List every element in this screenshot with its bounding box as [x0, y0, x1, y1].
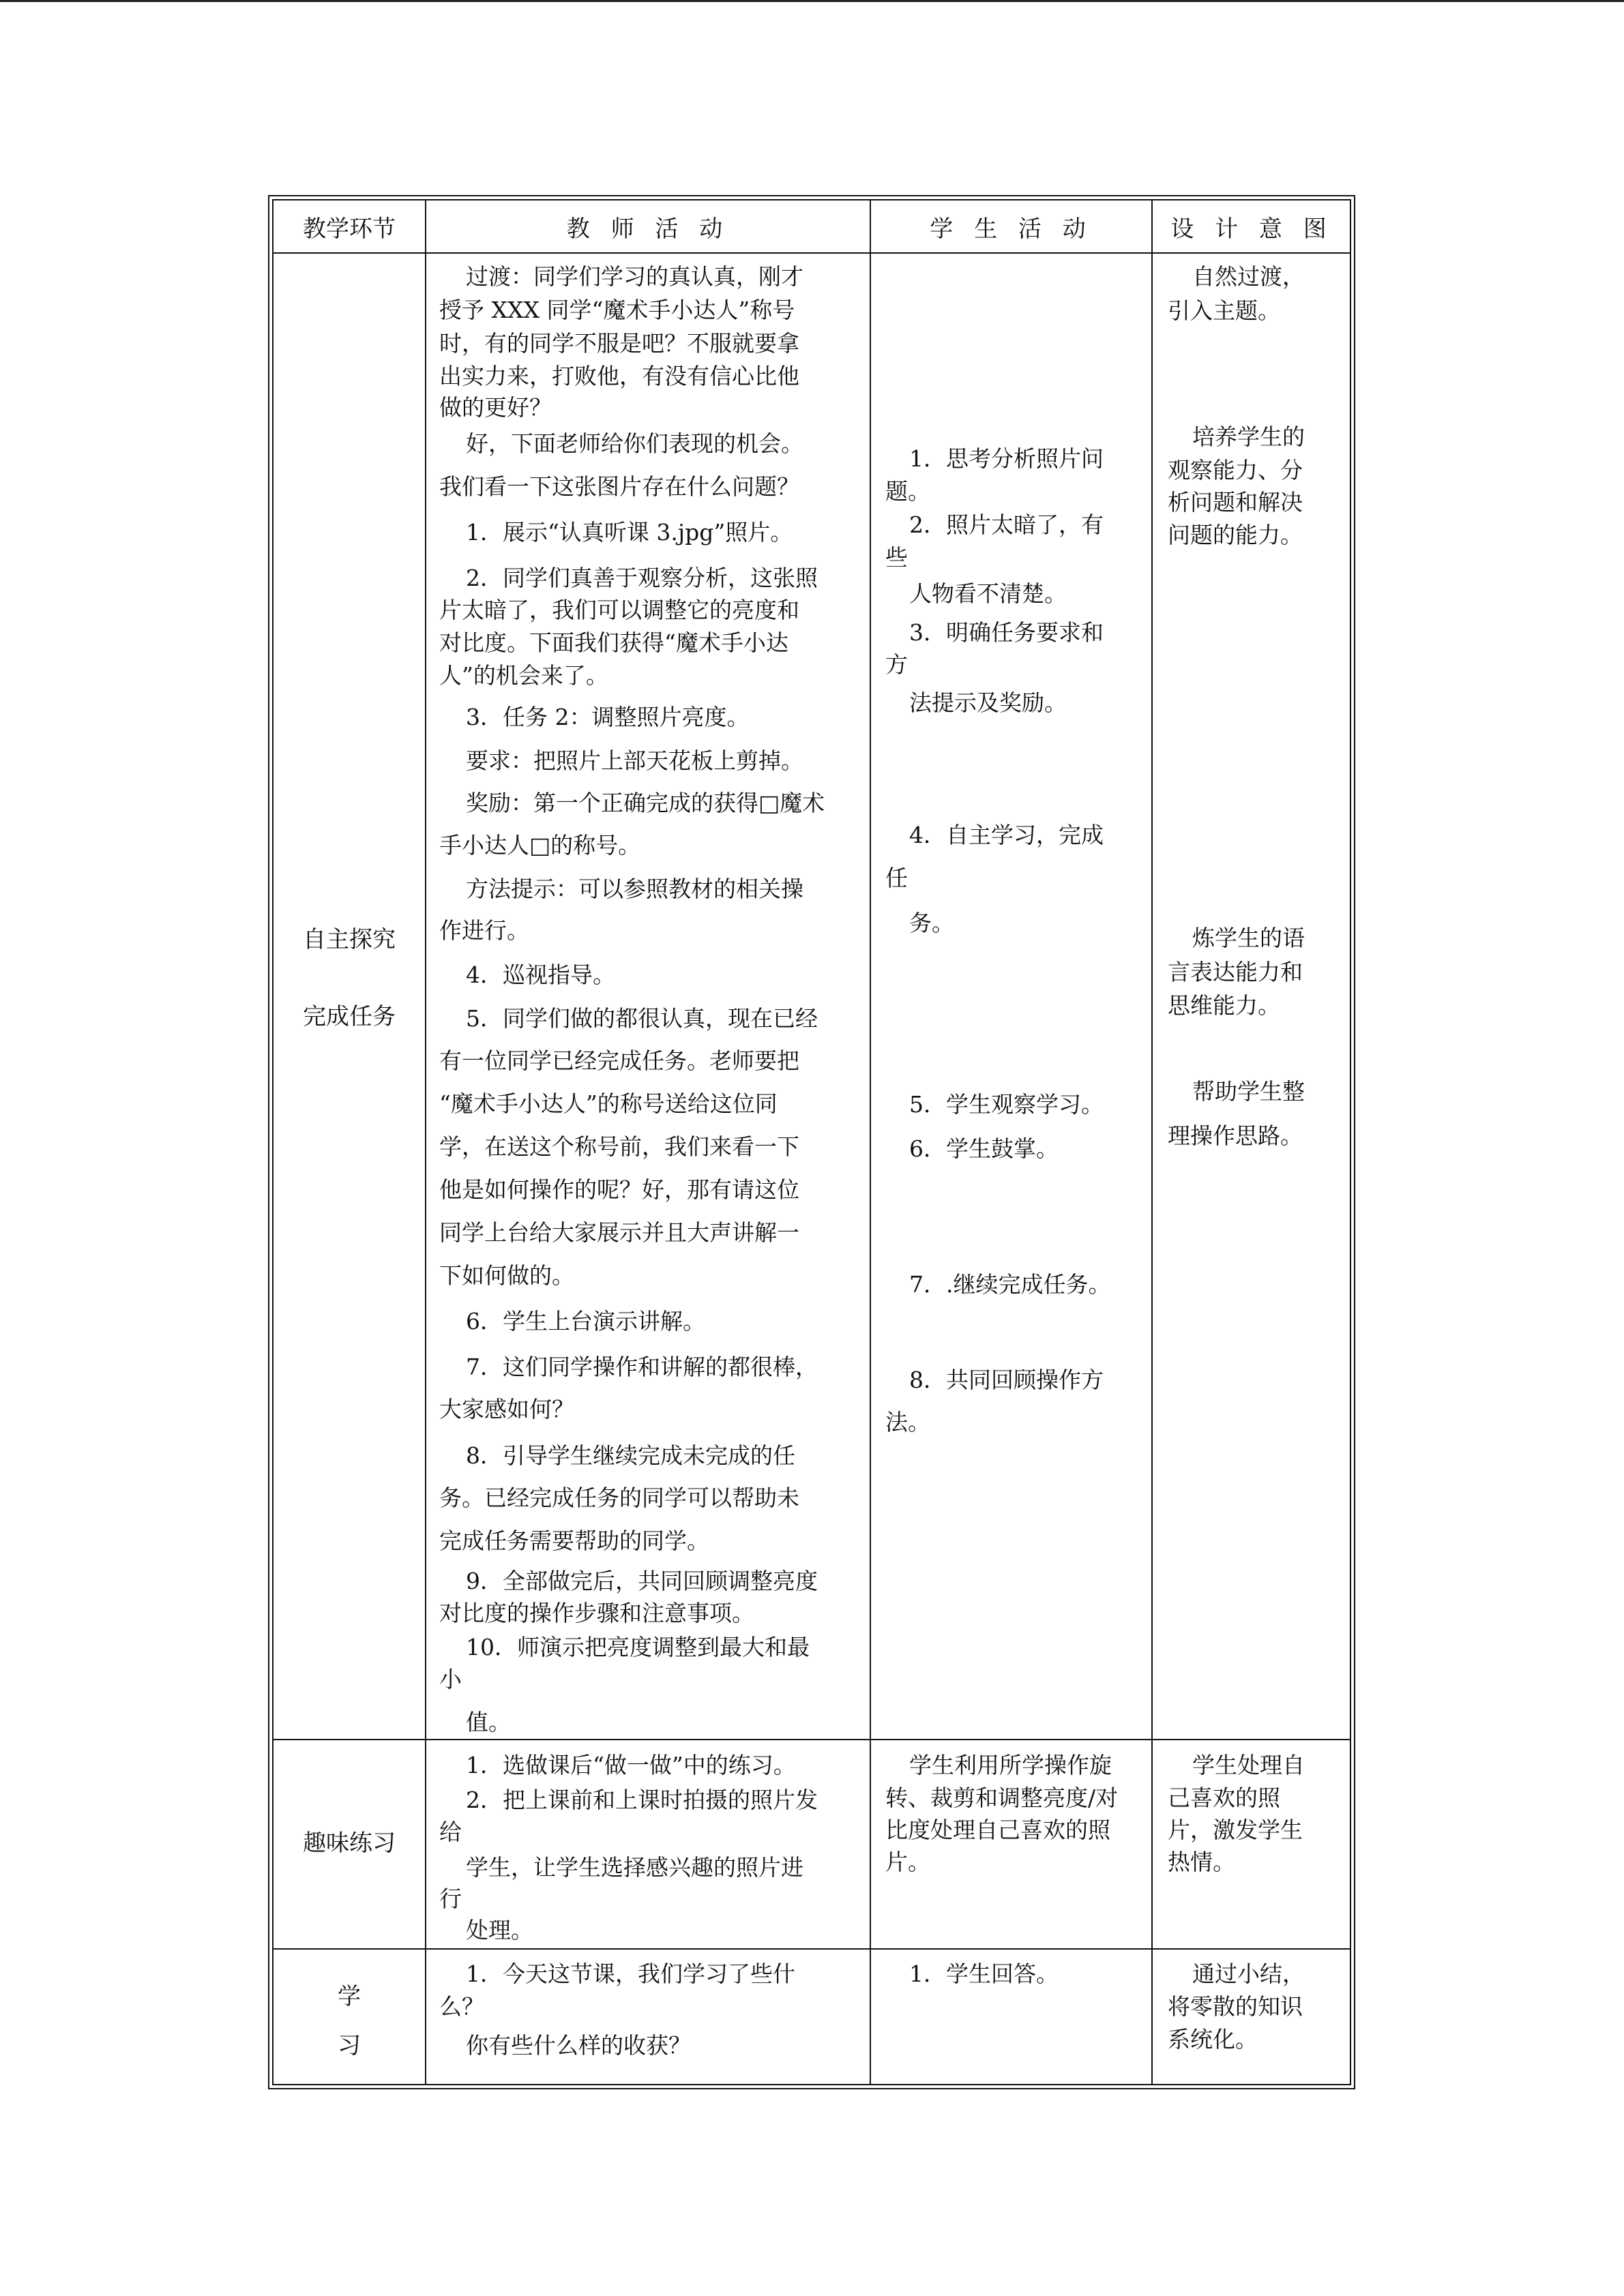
student-line: 法提示及奖励。 — [909, 689, 1067, 716]
teacher-line: 作进行。 — [439, 917, 529, 944]
row-divider — [272, 1948, 1351, 1950]
teacher-line: 时，有的同学不服是吧？不服就要拿 — [439, 330, 799, 357]
teacher-line: 10．师演示把亮度调整到最大和最 — [466, 1634, 810, 1660]
intent-line: 系统化。 — [1168, 2026, 1258, 2053]
teacher-line: 3．任务 2：调整照片亮度。 — [466, 704, 750, 730]
student-line: 题。 — [885, 478, 930, 505]
student-line: 法。 — [885, 1409, 930, 1435]
stage-label: 自主探究 — [303, 926, 396, 953]
teacher-line: 处理。 — [466, 1917, 533, 1943]
intent-line: 问题的能力。 — [1168, 522, 1303, 548]
teacher-line: 对比度的操作步骤和注意事项。 — [439, 1600, 754, 1626]
header-intent: 设 计 意 图 — [1170, 215, 1333, 243]
teacher-line: 1．展示“认真听课 3.jpg”照片。 — [466, 519, 793, 546]
stage-label: 习 — [338, 2032, 361, 2059]
teacher-line: 下如何做的。 — [439, 1262, 574, 1289]
intent-line: 将零散的知识 — [1168, 1993, 1303, 2020]
teacher-line: 给 — [439, 1819, 462, 1845]
teacher-line: 片太暗了，我们可以调整它的亮度和 — [439, 597, 799, 623]
intent-line: 炼学生的语 — [1192, 925, 1305, 951]
teacher-line: 奖励：第一个正确完成的获得□魔术 — [466, 790, 825, 816]
teacher-line: 你有些什么样的收获？ — [466, 2032, 691, 2059]
intent-line: 热情。 — [1168, 1849, 1235, 1875]
student-line: 8．共同回顾操作方 — [909, 1367, 1104, 1393]
teacher-line: 要求：把照片上部天花板上剪掉。 — [466, 747, 803, 774]
teacher-line: 出实力来，打败他，有没有信心比他 — [439, 363, 799, 389]
teacher-line: 好，下面老师给你们表现的机会。 — [466, 430, 803, 457]
teacher-line: 有一位同学已经完成任务。老师要把 — [439, 1047, 799, 1074]
teacher-line: 2．把上课前和上课时拍摄的照片发 — [466, 1787, 818, 1813]
teacher-line: 7．这们同学操作和讲解的都很棒， — [466, 1354, 818, 1380]
stage-label: 学 — [338, 1983, 361, 2010]
teacher-line: 8．引导学生继续完成未完成的任 — [466, 1442, 795, 1469]
row-divider — [272, 252, 1351, 254]
row-divider — [272, 1739, 1351, 1740]
teacher-line: 他是如何操作的呢？好，那有请这位 — [439, 1176, 799, 1203]
column-divider — [1151, 199, 1153, 2085]
teacher-line: 大家感如何？ — [439, 1396, 574, 1422]
header-stage: 教学环节 — [303, 215, 396, 243]
teacher-line: 我们看一下这张图片存在什么问题？ — [439, 473, 799, 500]
teacher-line: 4．巡视指导。 — [466, 961, 615, 988]
teacher-line: 6．学生上台演示讲解。 — [466, 1308, 705, 1335]
teacher-line: 授予 XXX 同学“魔术手小达人”称号 — [439, 297, 795, 323]
student-line: 人物看不清楚。 — [909, 580, 1067, 607]
intent-line: 言表达能力和 — [1168, 959, 1303, 985]
teacher-line: 完成任务需要帮助的同学。 — [439, 1527, 709, 1554]
teacher-line: 2．同学们真善于观察分析，这张照 — [466, 565, 818, 591]
intent-line: 析问题和解决 — [1168, 489, 1303, 516]
teacher-line: 1．今天这节课，我们学习了些什 — [466, 1960, 795, 1987]
teacher-line: 值。 — [466, 1709, 511, 1735]
stage-label: 趣味练习 — [303, 1830, 396, 1857]
intent-line: 理操作思路。 — [1168, 1122, 1303, 1149]
student-line: 4．自主学习，完成 — [909, 822, 1104, 848]
teacher-line: 人”的机会来了。 — [439, 662, 608, 689]
intent-line: 观察能力、分 — [1168, 457, 1303, 483]
student-line: 2．照片太暗了，有 — [909, 511, 1104, 538]
student-line: 5．学生观察学习。 — [909, 1091, 1104, 1118]
teacher-line: 对比度。下面我们获得“魔术手小达 — [439, 629, 788, 656]
intent-line: 引入主题。 — [1168, 297, 1280, 324]
column-divider — [870, 199, 871, 2085]
teacher-line: 手小达人□的称号。 — [439, 832, 641, 859]
student-line: 任 — [885, 865, 908, 891]
column-divider — [425, 199, 426, 2085]
teacher-line: 方法提示：可以参照教材的相关操 — [466, 876, 803, 902]
intent-line: 思维能力。 — [1168, 992, 1280, 1019]
student-line: 1．学生回答。 — [909, 1960, 1059, 1987]
student-line: 6．学生鼓掌。 — [909, 1135, 1059, 1162]
student-line: 1．思考分析照片问 — [909, 445, 1104, 472]
intent-line: 己喜欢的照 — [1168, 1785, 1280, 1811]
teacher-line: 1．选做课后“做一做”中的练习。 — [466, 1752, 796, 1778]
teacher-line: 学生，让学生选择感兴趣的照片进 — [466, 1854, 803, 1881]
teacher-line: 5．同学们做的都很认真，现在已经 — [466, 1005, 818, 1032]
intent-line: 通过小结， — [1192, 1960, 1305, 1987]
teacher-line: 学，在送这个称号前，我们来看一下 — [439, 1133, 799, 1160]
intent-line: 自然过渡， — [1192, 263, 1305, 290]
teacher-line: 么？ — [439, 1993, 484, 2020]
student-line: 7．.继续完成任务。 — [909, 1271, 1111, 1298]
student-line: 方 — [885, 651, 908, 678]
intent-line: 帮助学生整 — [1192, 1078, 1305, 1105]
student-line: 学生利用所学操作旋 — [909, 1752, 1112, 1778]
student-line: 转、裁剪和调整亮度/对 — [885, 1785, 1119, 1811]
stage-label: 完成任务 — [303, 1003, 396, 1030]
teacher-line: 9．全部做完后，共同回顾调整亮度 — [466, 1568, 818, 1594]
header-student: 学 生 活 动 — [930, 215, 1093, 243]
teacher-line: 做的更好？ — [439, 394, 552, 421]
teacher-line: 行 — [439, 1885, 462, 1912]
student-line: 些 — [885, 544, 908, 571]
student-line: 务。 — [909, 910, 954, 936]
student-line: 比度处理自己喜欢的照 — [885, 1817, 1110, 1843]
top-rule — [0, 0, 1624, 2]
student-line: 3．明确任务要求和 — [909, 619, 1104, 646]
teacher-line: “魔术手小达人”的称号送给这位同 — [439, 1090, 778, 1117]
teacher-line: 务。已经完成任务的同学可以帮助未 — [439, 1485, 799, 1511]
header-teacher: 教 师 活 动 — [566, 215, 730, 243]
student-line: 片。 — [885, 1849, 930, 1875]
teacher-line: 小 — [439, 1666, 462, 1693]
intent-line: 片，激发学生 — [1168, 1817, 1303, 1843]
intent-line: 学生处理自 — [1192, 1752, 1305, 1778]
teacher-line: 同学上台给大家展示并且大声讲解一 — [439, 1219, 799, 1246]
intent-line: 培养学生的 — [1192, 423, 1305, 450]
teacher-line: 过渡：同学们学习的真认真，刚才 — [466, 263, 803, 290]
